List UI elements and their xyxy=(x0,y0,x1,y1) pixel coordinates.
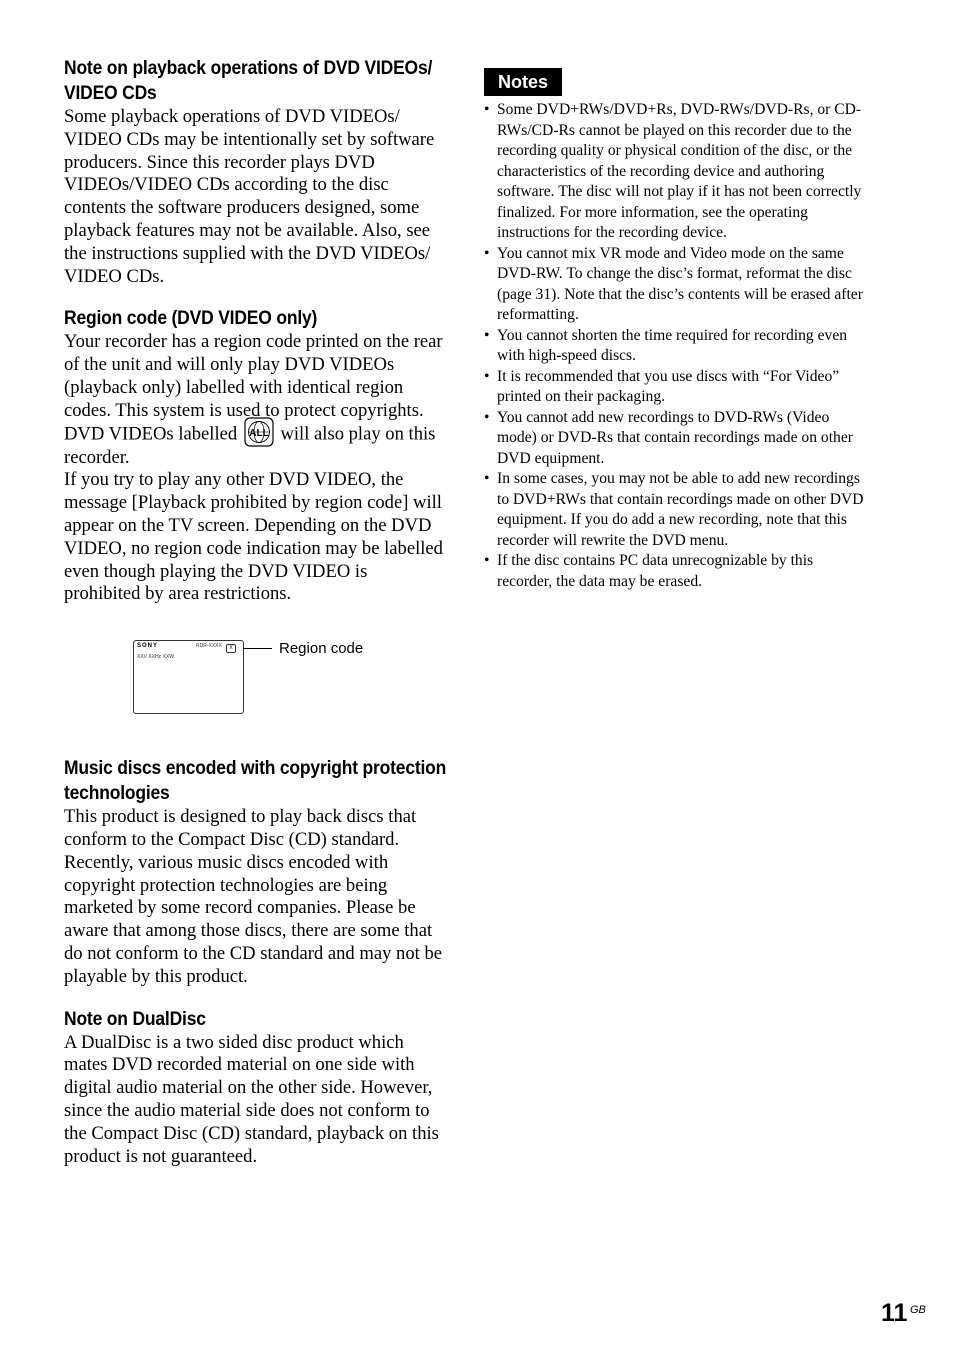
page-region-suffix: GB xyxy=(910,1304,926,1316)
leader-line xyxy=(243,648,272,649)
section-heading: Region code (DVD VIDEO only) xyxy=(64,308,318,330)
region-code-figure xyxy=(64,630,448,736)
section-music-discs xyxy=(64,756,448,988)
label-model: RDR-XXXX xyxy=(196,643,222,650)
list-item: • You cannot add new recordings to DVD-RWs (Video mode) or DVD-Rs that contain recordings made on other DVD equipment. xyxy=(484,408,870,470)
section-body-2: If you try to play any other DVD VIDEO, the message [Playback prohibited by region code] will appear on the TV screen. Depending on the DVD VIDEO, no region code indication may be labelled even though playing the DVD VIDEO is prohibited by area restrictions. xyxy=(64,469,443,605)
rear-label xyxy=(133,640,244,714)
figure-caption: Region code xyxy=(279,640,364,658)
section-heading: Note on DualDisc xyxy=(64,1008,206,1030)
list-item: • If the disc contains PC data unrecognizable by this recorder, the data may be erased. xyxy=(484,551,870,592)
region-all-globe-icon xyxy=(244,417,274,447)
label-rating: XXV XXHz XXW xyxy=(137,654,174,661)
label-region-code: X xyxy=(226,644,236,653)
section-body: Some playback operations of DVD VIDEOs/ VIDEO CDs may be intentionally set by software producers. Since this recorder plays DVD VIDEOs/VIDEO CDs according to the disc contents the software producers designed, some playback features may not be available. Also, see the instructions supplied with the DVD VIDEOs/ VIDEO CDs. xyxy=(64,106,435,287)
notes-column xyxy=(484,68,870,592)
section-heading: Note on playback operations of DVD VIDEOs/ VIDEO CDs xyxy=(64,58,433,104)
section-body: This product is designed to play back discs that conform to the Compact Disc (CD) standard. Recently, various music discs encoded with copyright protection technologies are being marketed by some record companies. Please be aware that among those discs, there are some that do not conform to the CD standard and may not be playable by this product. xyxy=(64,806,442,987)
section-heading: Music discs encoded with copyright protection technologies xyxy=(64,758,447,805)
label-brand: SONY xyxy=(137,643,159,650)
section-body xyxy=(64,331,448,469)
notes-heading: Notes xyxy=(484,68,562,96)
list-item: • You cannot shorten the time required for recording even with high-speed discs. xyxy=(484,326,870,367)
section-dualdisc xyxy=(64,1007,448,1169)
section-body: A DualDisc is a two sided disc product which mates DVD recorded material on one side with digital audio material on the other side. However, since the audio material side does not conform to the Compact Disc (CD) standard, playback on this product is not guaranteed. xyxy=(64,1031,439,1167)
list-item: • You cannot mix VR mode and Video mode on the same DVD-RW. To change the disc’s format, reformat the disc (page 31). Note that the disc’s contents will be erased after reformatting. xyxy=(484,244,870,326)
region-all-logo-text: ALL xyxy=(249,427,269,439)
section-region-code xyxy=(64,306,448,606)
region-text-before: Your recorder has a region code printed on the rear of the unit and will only play DVD VIDEOs (playback only) labelled with identical region codes. This system is used to protect copyrights. DVD VIDEOs labelled xyxy=(64,331,443,444)
list-item: • Some DVD+RWs/DVD+Rs, DVD-RWs/DVD-Rs, or CD-RWs/CD-Rs cannot be played on this recorder due to the recording quality or physical condition of the disc, or the characteristics of the recording device and authoring software. The disc will not play if it has not been correctly finalized. For more information, see the operating instructions for the recording device. xyxy=(484,100,870,244)
page-number: 11 xyxy=(881,1299,908,1327)
notes-list xyxy=(484,100,870,592)
left-column xyxy=(64,56,448,1186)
list-item: • It is recommended that you use discs with “For Video” printed on their packaging. xyxy=(484,367,870,408)
list-item: • In some cases, you may not be able to add new recordings to DVD+RWs that contain recordings made on other DVD equipment. If you do add a new recording, note that this recorder will rewrite the DVD menu. xyxy=(484,469,870,551)
region-text-after: will also play on this recorder. xyxy=(64,422,436,468)
section-playback-operations xyxy=(64,56,448,288)
